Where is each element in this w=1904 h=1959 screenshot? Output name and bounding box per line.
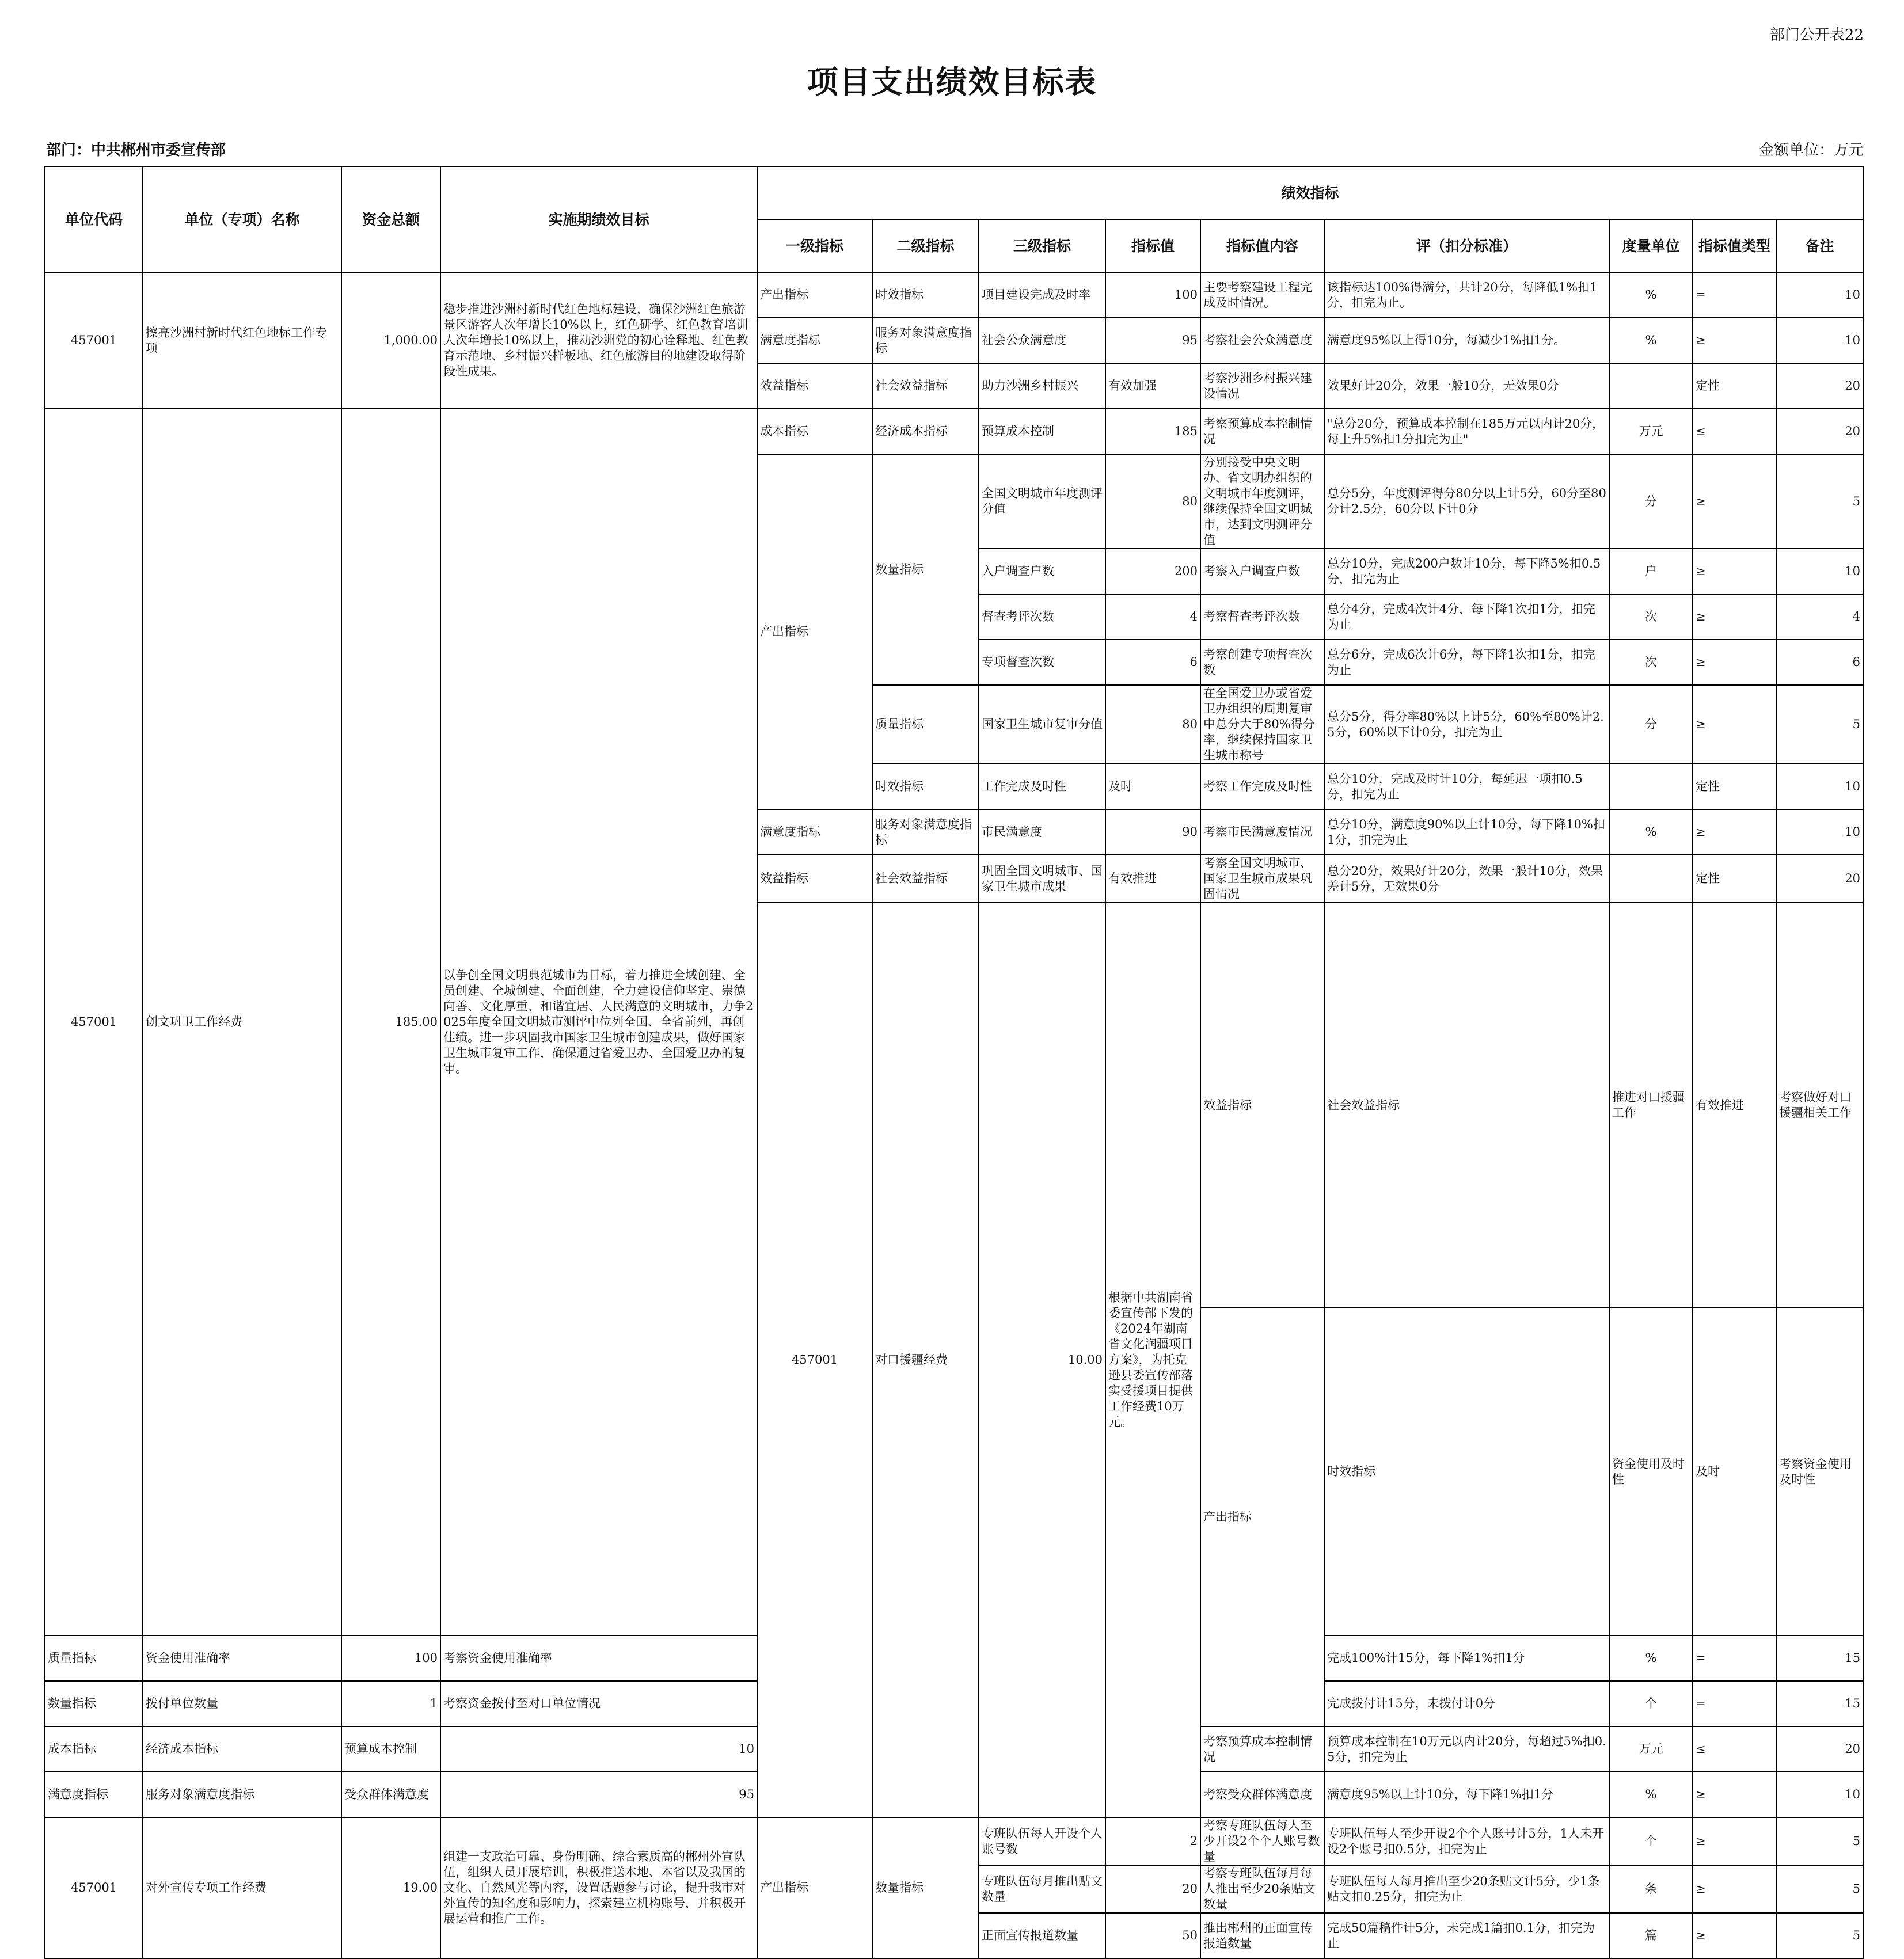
value-type: ≥ bbox=[1693, 454, 1776, 549]
project-name: 擦亮沙洲村新时代红色地标工作专项 bbox=[143, 272, 341, 409]
value-type: 定性 bbox=[1693, 363, 1776, 409]
level3-indicator: 专项督查次数 bbox=[979, 640, 1105, 685]
level2-indicator: 经济成本指标 bbox=[143, 1726, 341, 1772]
col-header-amount: 资金总额 bbox=[341, 166, 440, 272]
measure-unit: % bbox=[1609, 318, 1693, 363]
level2-indicator: 时效指标 bbox=[872, 764, 979, 809]
project-goal: 组建一支政治可靠、身份明确、综合素质高的郴州外宣队伍，组织人员开展培训，积极推送本地、本省以及我国的文化、自然风光等内容，设置话题参与讨论，提升我市对外宣传的知名度和影响力，探索建立机构账号，并积极开展运营和推广工作。 bbox=[440, 1817, 757, 1958]
measure-unit: 分 bbox=[1609, 685, 1693, 764]
note: 5 bbox=[1776, 1913, 1863, 1958]
unit-code: 457001 bbox=[45, 409, 143, 1635]
measure-unit: % bbox=[1609, 272, 1693, 318]
level3-indicator: 推进对口援疆工作 bbox=[1609, 903, 1693, 1308]
value-type: 定性 bbox=[1693, 855, 1776, 903]
department-label: 部门：中共郴州市委宣传部 bbox=[46, 142, 226, 159]
level3-indicator: 市民满意度 bbox=[979, 809, 1105, 855]
value-type: ≥ bbox=[1693, 1772, 1776, 1817]
level2-indicator: 经济成本指标 bbox=[872, 409, 979, 454]
scoring-standard: 专班队伍每人至少开设2个个人账号计5分，1人未开设2个账号扣0.5分，扣完为止 bbox=[1324, 1817, 1609, 1865]
level3-indicator: 巩固全国文明城市、国家卫生城市成果 bbox=[979, 855, 1105, 903]
note: 6 bbox=[1776, 640, 1863, 685]
level2-indicator: 数量指标 bbox=[872, 1817, 979, 1958]
value-type: ≥ bbox=[1693, 809, 1776, 855]
col-header-note: 备注 bbox=[1776, 219, 1863, 272]
value-type: 定性 bbox=[1693, 764, 1776, 809]
value-type: ≤ bbox=[1693, 1726, 1776, 1772]
indicator-value: 80 bbox=[1105, 685, 1200, 764]
level3-indicator: 受众群体满意度 bbox=[341, 1772, 440, 1817]
level2-indicator: 服务对象满意度指标 bbox=[872, 809, 979, 855]
scoring-standard: 总分5分，得分率80%以上计5分，60%至80%计2.5分，60%以下计0分，扣完为止 bbox=[1324, 685, 1609, 764]
indicator-value: 95 bbox=[1105, 318, 1200, 363]
scoring-standard: 总分10分，完成200户数计10分，每下降5%扣0.5分，扣完为止 bbox=[1324, 549, 1609, 594]
level1-indicator: 满意度指标 bbox=[757, 318, 872, 363]
project-goal: 以争创全国文明典范城市为目标，着力推进全域创建、全员创建、全城创建、全面创建，全力建设信仰坚定、崇德向善、文化厚重、和谐宜居、人民满意的文明城市，力争2025年度全国文明城市测评中位列全国、全省前列，再创佳绩。进一步巩固我市国家卫生城市创建成果，做好国家卫生城市复审工作，确保通过省爱卫办、全国爱卫办的复审。 bbox=[440, 409, 757, 1635]
level3-indicator: 全国文明城市年度测评分值 bbox=[979, 454, 1105, 549]
indicator-content: 考察预算成本控制情况 bbox=[1200, 1726, 1324, 1772]
indicator-value: 200 bbox=[1105, 549, 1200, 594]
value-type: = bbox=[1693, 1635, 1776, 1681]
indicator-content: 考察资金拨付至对口单位情况 bbox=[440, 1681, 757, 1726]
note: 10 bbox=[1776, 809, 1863, 855]
note: 20 bbox=[1776, 409, 1863, 454]
scoring-standard: 预算成本控制在10万元以内计20分，每超过5%扣0.5分，扣完为止 bbox=[1324, 1726, 1609, 1772]
level1-indicator: 产出指标 bbox=[1200, 1308, 1324, 1726]
indicator-content: 考察社会公众满意度 bbox=[1200, 318, 1324, 363]
level2-indicator: 时效指标 bbox=[1324, 1308, 1609, 1635]
measure-unit: 个 bbox=[1609, 1817, 1693, 1865]
level2-indicator: 服务对象满意度指标 bbox=[143, 1772, 341, 1817]
fund-amount: 10.00 bbox=[979, 903, 1105, 1817]
measure-unit: 次 bbox=[1609, 594, 1693, 640]
col-header-l1: 一级指标 bbox=[757, 219, 872, 272]
level1-indicator: 效益指标 bbox=[757, 363, 872, 409]
value-type: ≤ bbox=[1693, 409, 1776, 454]
table-row bbox=[45, 409, 1863, 454]
value-type: ≥ bbox=[1693, 1865, 1776, 1913]
scoring-standard: 总分4分，完成4次计4分，每下降1次扣1分，扣完为止 bbox=[1324, 594, 1609, 640]
col-header-score: 评（扣分标准） bbox=[1324, 219, 1609, 272]
scoring-standard: 效果好计20分，效果一般10分，无效果0分 bbox=[1324, 363, 1609, 409]
unit-code: 457001 bbox=[45, 272, 143, 409]
scoring-standard: 专班队伍每人每月推出至少20条贴文计5分，少1条贴文扣0.25分，扣完为止 bbox=[1324, 1865, 1609, 1913]
indicator-value: 90 bbox=[1105, 809, 1200, 855]
note: 4 bbox=[1776, 594, 1863, 640]
note: 5 bbox=[1776, 1817, 1863, 1865]
level2-indicator: 服务对象满意度指标 bbox=[872, 318, 979, 363]
measure-unit: 次 bbox=[1609, 640, 1693, 685]
note: 10 bbox=[1776, 318, 1863, 363]
indicator-content: 分别接受中央文明办、省文明办组织的文明城市年度测评，继续保持全国文明城市，达到文明测评分值 bbox=[1200, 454, 1324, 549]
indicator-value: 有效推进 bbox=[1105, 855, 1200, 903]
indicator-value: 80 bbox=[1105, 454, 1200, 549]
project-name: 对口援疆经费 bbox=[872, 903, 979, 1817]
value-type: ≥ bbox=[1693, 594, 1776, 640]
value-type: ≥ bbox=[1693, 685, 1776, 764]
note: 5 bbox=[1776, 1865, 1863, 1913]
level3-indicator: 督查考评次数 bbox=[979, 594, 1105, 640]
level3-indicator: 专班队伍每月推出贴文数量 bbox=[979, 1865, 1105, 1913]
level3-indicator: 资金使用及时性 bbox=[1609, 1308, 1693, 1635]
measure-unit: 户 bbox=[1609, 549, 1693, 594]
performance-table bbox=[44, 166, 1864, 1959]
indicator-content: 考察专班队伍每人至少开设2个个人账号数量 bbox=[1200, 1817, 1324, 1865]
level3-indicator: 入户调查户数 bbox=[979, 549, 1105, 594]
indicator-content: 考察受众群体满意度 bbox=[1200, 1772, 1324, 1817]
scoring-standard: 完成拨付计15分，未拨付计0分 bbox=[1324, 1681, 1609, 1726]
indicator-value: 及时 bbox=[1105, 764, 1200, 809]
scoring-standard: 总分10分，满意度90%以上计10分，每下降10%扣1分，扣完为止 bbox=[1324, 809, 1609, 855]
col-header-content: 指标值内容 bbox=[1200, 219, 1324, 272]
level3-indicator: 资金使用准确率 bbox=[143, 1635, 341, 1681]
indicator-value: 100 bbox=[1105, 272, 1200, 318]
indicator-content: 主要考察建设工程完成及时情况。 bbox=[1200, 272, 1324, 318]
col-header-measure: 度量单位 bbox=[1609, 219, 1693, 272]
measure-unit: 条 bbox=[1609, 1865, 1693, 1913]
measure-unit: 万元 bbox=[1609, 409, 1693, 454]
note: 5 bbox=[1776, 454, 1863, 549]
note: 15 bbox=[1776, 1681, 1863, 1726]
indicator-value: 10 bbox=[440, 1726, 757, 1772]
indicator-content: 考察专班队伍每月每人推出至少20条贴文数量 bbox=[1200, 1865, 1324, 1913]
indicator-content: 考察入户调查户数 bbox=[1200, 549, 1324, 594]
indicator-value: 有效推进 bbox=[1693, 903, 1776, 1308]
indicator-value: 50 bbox=[1105, 1913, 1200, 1958]
note: 20 bbox=[1776, 363, 1863, 409]
amount-unit-label: 金额单位：万元 bbox=[1758, 142, 1864, 159]
note: 20 bbox=[1776, 1726, 1863, 1772]
indicator-value: 95 bbox=[440, 1772, 757, 1817]
level1-indicator: 效益指标 bbox=[757, 855, 872, 903]
level1-indicator: 产出指标 bbox=[757, 1817, 872, 1958]
project-name: 对外宣传专项工作经费 bbox=[143, 1817, 341, 1958]
indicator-content: 考察做好对口援疆相关工作 bbox=[1776, 903, 1863, 1308]
form-number-label: 部门公开表22 bbox=[1769, 26, 1864, 44]
measure-unit: % bbox=[1609, 1635, 1693, 1681]
level3-indicator: 助力沙洲乡村振兴 bbox=[979, 363, 1105, 409]
col-header-performance: 绩效指标 bbox=[757, 166, 1863, 219]
indicator-content: 考察督查考评次数 bbox=[1200, 594, 1324, 640]
indicator-value: 6 bbox=[1105, 640, 1200, 685]
unit-code: 457001 bbox=[757, 903, 872, 1817]
note: 15 bbox=[1776, 1635, 1863, 1681]
table-row bbox=[45, 1817, 1863, 1865]
note: 5 bbox=[1776, 685, 1863, 764]
indicator-content: 在全国爱卫办或省爱卫办组织的周期复审中总分大于80%得分率，继续保持国家卫生城市称号 bbox=[1200, 685, 1324, 764]
indicator-content: 考察沙洲乡村振兴建设情况 bbox=[1200, 363, 1324, 409]
level2-indicator: 社会效益指标 bbox=[872, 855, 979, 903]
indicator-value: 1 bbox=[341, 1681, 440, 1726]
scoring-standard: 总分6分，完成6次计6分，每下降1次扣1分，扣完为止 bbox=[1324, 640, 1609, 685]
measure-unit: 个 bbox=[1609, 1681, 1693, 1726]
project-goal: 根据中共湖南省委宣传部下发的《2024年湖南省文化润疆项目方案》，为托克逊县委宣传部落实受援项目提供工作经费10万元。 bbox=[1105, 903, 1200, 1817]
note: 10 bbox=[1776, 764, 1863, 809]
indicator-value: 100 bbox=[341, 1635, 440, 1681]
fund-amount: 19.00 bbox=[341, 1817, 440, 1958]
level1-indicator: 成本指标 bbox=[757, 409, 872, 454]
scoring-standard: 满意度95%以上计10分，每下降1%扣1分 bbox=[1324, 1772, 1609, 1817]
indicator-content: 考察预算成本控制情况 bbox=[1200, 409, 1324, 454]
level1-indicator: 产出指标 bbox=[757, 454, 872, 809]
measure-unit: 篇 bbox=[1609, 1913, 1693, 1958]
note: 10 bbox=[1776, 549, 1863, 594]
col-header-name: 单位（专项）名称 bbox=[143, 166, 341, 272]
indicator-value: 185 bbox=[1105, 409, 1200, 454]
scoring-standard: "总分20分，预算成本控制在185万元以内计20分，每上升5%扣1分扣完为止" bbox=[1324, 409, 1609, 454]
measure-unit: 分 bbox=[1609, 454, 1693, 549]
level3-indicator: 项目建设完成及时率 bbox=[979, 272, 1105, 318]
level3-indicator: 拨付单位数量 bbox=[143, 1681, 341, 1726]
level1-indicator: 效益指标 bbox=[1200, 903, 1324, 1308]
scoring-standard: 完成100%计15分，每下降1%扣1分 bbox=[1324, 1635, 1609, 1681]
level3-indicator: 工作完成及时性 bbox=[979, 764, 1105, 809]
header-row bbox=[45, 166, 1863, 219]
level3-indicator: 预算成本控制 bbox=[979, 409, 1105, 454]
level3-indicator: 国家卫生城市复审分值 bbox=[979, 685, 1105, 764]
indicator-content: 考察全国文明城市、国家卫生城市成果巩固情况 bbox=[1200, 855, 1324, 903]
scoring-standard: 总分20分，效果好计20分，效果一般计10分，效果差计5分，无效果0分 bbox=[1324, 855, 1609, 903]
scoring-standard: 满意度95%以上得10分，每减少1%扣1分。 bbox=[1324, 318, 1609, 363]
level1-indicator: 产出指标 bbox=[757, 272, 872, 318]
level2-indicator: 质量指标 bbox=[872, 685, 979, 764]
indicator-content: 考察资金使用及时性 bbox=[1776, 1308, 1863, 1635]
indicator-content: 考察创建专项督查次数 bbox=[1200, 640, 1324, 685]
level2-indicator: 时效指标 bbox=[872, 272, 979, 318]
level3-indicator: 预算成本控制 bbox=[341, 1726, 440, 1772]
page-title: 项目支出绩效目标表 bbox=[807, 63, 1097, 100]
measure-unit: 万元 bbox=[1609, 1726, 1693, 1772]
value-type: ≥ bbox=[1693, 640, 1776, 685]
value-type: ≥ bbox=[1693, 1817, 1776, 1865]
fund-amount: 1,000.00 bbox=[341, 272, 440, 409]
indicator-value: 2 bbox=[1105, 1817, 1200, 1865]
note: 20 bbox=[1776, 855, 1863, 903]
indicator-value: 20 bbox=[1105, 1865, 1200, 1913]
fund-amount: 185.00 bbox=[341, 409, 440, 1635]
unit-code: 457001 bbox=[45, 1817, 143, 1958]
value-type: = bbox=[1693, 1681, 1776, 1726]
level3-indicator: 正面宣传报道数量 bbox=[979, 1913, 1105, 1958]
table-row bbox=[45, 272, 1863, 318]
scoring-standard: 完成50篇稿件计5分，未完成1篇扣0.1分，扣完为止 bbox=[1324, 1913, 1609, 1958]
indicator-value: 及时 bbox=[1693, 1308, 1776, 1635]
level1-indicator: 满意度指标 bbox=[757, 809, 872, 855]
col-header-l3: 三级指标 bbox=[979, 219, 1105, 272]
note: 10 bbox=[1776, 1772, 1863, 1817]
indicator-content: 推出郴州的正面宣传报道数量 bbox=[1200, 1913, 1324, 1958]
indicator-value: 4 bbox=[1105, 594, 1200, 640]
level2-indicator: 社会效益指标 bbox=[872, 363, 979, 409]
col-header-code: 单位代码 bbox=[45, 166, 143, 272]
level2-indicator: 质量指标 bbox=[45, 1635, 143, 1681]
indicator-content: 考察工作完成及时性 bbox=[1200, 764, 1324, 809]
scoring-standard: 总分5分，年度测评得分80分以上计5分，60分至80分计2.5分，60分以下计0分 bbox=[1324, 454, 1609, 549]
value-type: = bbox=[1693, 272, 1776, 318]
measure-unit: % bbox=[1609, 809, 1693, 855]
scoring-standard: 该指标达100%得满分，共计20分，每降低1%扣1分，扣完为止。 bbox=[1324, 272, 1609, 318]
level3-indicator: 社会公众满意度 bbox=[979, 318, 1105, 363]
col-header-l2: 二级指标 bbox=[872, 219, 979, 272]
value-type: ≥ bbox=[1693, 549, 1776, 594]
measure-unit bbox=[1609, 363, 1693, 409]
value-type: ≥ bbox=[1693, 1913, 1776, 1958]
project-name: 创文巩卫工作经费 bbox=[143, 409, 341, 1635]
scoring-standard: 总分10分，完成及时计10分，每延迟一项扣0.5分，扣完为止 bbox=[1324, 764, 1609, 809]
col-header-value-type: 指标值类型 bbox=[1693, 219, 1776, 272]
level1-indicator: 满意度指标 bbox=[45, 1772, 143, 1817]
project-goal: 稳步推进沙洲村新时代红色地标建设，确保沙洲红色旅游景区游客人次年增长10%以上，红色研学、红色教育培训人次年增长10%以上，推动沙洲党的初心诠释地、红色教育示范地、乡村振兴样板地、红色旅游目的地建设取得阶段性成果。 bbox=[440, 272, 757, 409]
note: 10 bbox=[1776, 272, 1863, 318]
level1-indicator: 成本指标 bbox=[45, 1726, 143, 1772]
level2-indicator: 社会效益指标 bbox=[1324, 903, 1609, 1308]
measure-unit: % bbox=[1609, 1772, 1693, 1817]
level2-indicator: 数量指标 bbox=[872, 454, 979, 685]
level3-indicator: 专班队伍每人开设个人账号数 bbox=[979, 1817, 1105, 1865]
indicator-content: 考察资金使用准确率 bbox=[440, 1635, 757, 1681]
value-type: ≥ bbox=[1693, 318, 1776, 363]
col-header-goal: 实施期绩效目标 bbox=[440, 166, 757, 272]
indicator-content: 考察市民满意度情况 bbox=[1200, 809, 1324, 855]
measure-unit bbox=[1609, 855, 1693, 903]
level2-indicator: 数量指标 bbox=[45, 1681, 143, 1726]
indicator-value: 有效加强 bbox=[1105, 363, 1200, 409]
measure-unit bbox=[1609, 764, 1693, 809]
col-header-value: 指标值 bbox=[1105, 219, 1200, 272]
